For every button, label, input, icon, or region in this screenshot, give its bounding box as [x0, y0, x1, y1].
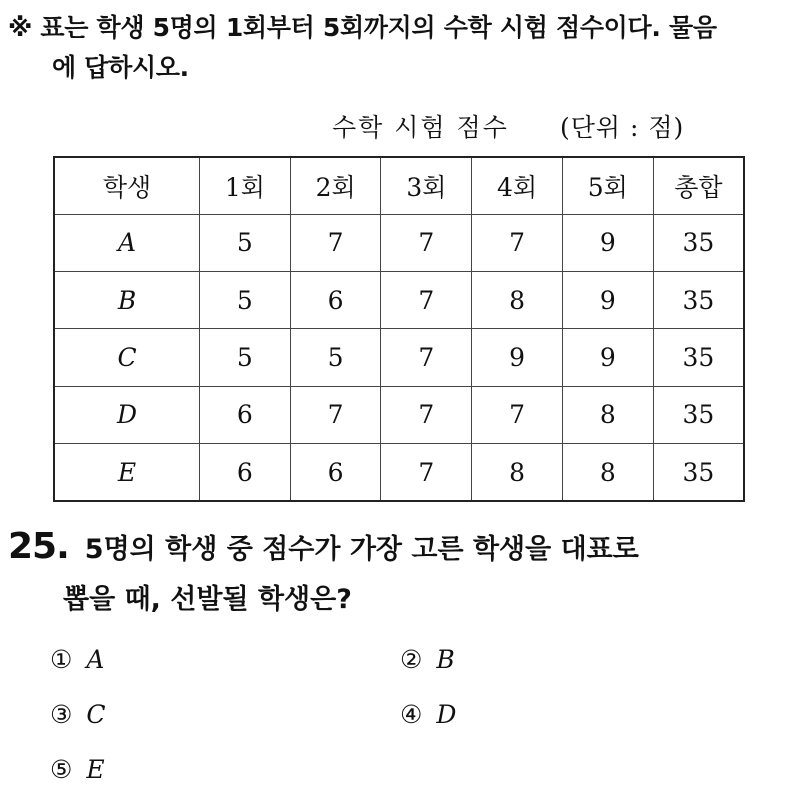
- student-name: A: [54, 214, 200, 271]
- instruction-line-1: ※ 표는 학생 5명의 1회부터 5회까지의 수학 시험 점수이다. 물음: [8, 13, 717, 42]
- header-round-5: 5회: [562, 157, 653, 214]
- table-row: [54, 444, 744, 501]
- table-row: [54, 272, 744, 329]
- score-cell: 6: [200, 386, 291, 443]
- score-cell: 7: [290, 386, 381, 443]
- score-cell: 7: [472, 214, 563, 271]
- choice-1-value: A: [86, 645, 105, 674]
- question-line-1: 5명의 학생 중 점수가 가장 고른 학생을 대표로: [84, 534, 639, 565]
- score-cell: 6: [200, 444, 291, 501]
- header-round-2: 2회: [290, 157, 381, 214]
- score-cell: 9: [562, 214, 653, 271]
- total-cell: 35: [653, 329, 744, 386]
- score-cell: 8: [562, 444, 653, 501]
- choice-5-value: E: [86, 755, 105, 784]
- header-total: 총합: [653, 157, 744, 214]
- instruction-text: [8, 8, 794, 88]
- score-cell: 7: [381, 329, 472, 386]
- score-cell: 7: [290, 214, 381, 271]
- instruction-line-2: 에 답하시오.: [52, 53, 189, 82]
- score-cell: 7: [381, 214, 472, 271]
- score-cell: 8: [472, 272, 563, 329]
- score-cell: 7: [381, 272, 472, 329]
- score-cell: 5: [200, 329, 291, 386]
- header-student: 학생: [54, 157, 200, 214]
- table-row: [54, 386, 744, 443]
- table-row: [54, 214, 744, 271]
- score-cell: 9: [562, 272, 653, 329]
- choice-5[interactable]: [50, 750, 105, 790]
- choice-3[interactable]: [50, 695, 106, 735]
- score-cell: 9: [472, 329, 563, 386]
- header-round-1: 1회: [200, 157, 291, 214]
- question-block: [8, 522, 794, 625]
- choice-4-value: D: [436, 700, 457, 729]
- header-round-3: 3회: [381, 157, 472, 214]
- choice-2[interactable]: [400, 640, 455, 680]
- choice-1[interactable]: [50, 640, 104, 680]
- choice-3-value: C: [86, 700, 106, 729]
- score-cell: 7: [472, 386, 563, 443]
- choice-4-mark: ④: [400, 700, 423, 729]
- choice-2-value: B: [436, 645, 455, 674]
- score-cell: 5: [200, 214, 291, 271]
- student-name: E: [54, 444, 200, 501]
- choice-2-mark: ②: [400, 645, 423, 674]
- table-row: [54, 329, 744, 386]
- header-round-4: 4회: [472, 157, 563, 214]
- table-header-row: [54, 157, 744, 214]
- score-cell: 5: [200, 272, 291, 329]
- choice-1-mark: ①: [50, 645, 73, 674]
- score-cell: 8: [562, 386, 653, 443]
- table-caption: 수학 시험 점수: [332, 113, 509, 142]
- student-name: B: [54, 272, 200, 329]
- total-cell: 35: [653, 444, 744, 501]
- total-cell: 35: [653, 272, 744, 329]
- choice-4[interactable]: [400, 695, 456, 735]
- choice-3-mark: ③: [50, 700, 73, 729]
- score-cell: 6: [290, 272, 381, 329]
- question-number: 25.: [8, 526, 69, 567]
- total-cell: 35: [653, 214, 744, 271]
- score-cell: 7: [381, 386, 472, 443]
- score-cell: 6: [290, 444, 381, 501]
- score-table: [53, 156, 745, 502]
- score-cell: 9: [562, 329, 653, 386]
- total-cell: 35: [653, 386, 744, 443]
- student-name: D: [54, 386, 200, 443]
- table-unit: (단위 : 점): [560, 113, 685, 142]
- score-cell: 7: [381, 444, 472, 501]
- score-cell: 8: [472, 444, 563, 501]
- score-cell: 5: [290, 329, 381, 386]
- student-name: C: [54, 329, 200, 386]
- question-line-2: 뽑을 때, 선발될 학생은?: [63, 584, 352, 615]
- choice-5-mark: ⑤: [50, 755, 73, 784]
